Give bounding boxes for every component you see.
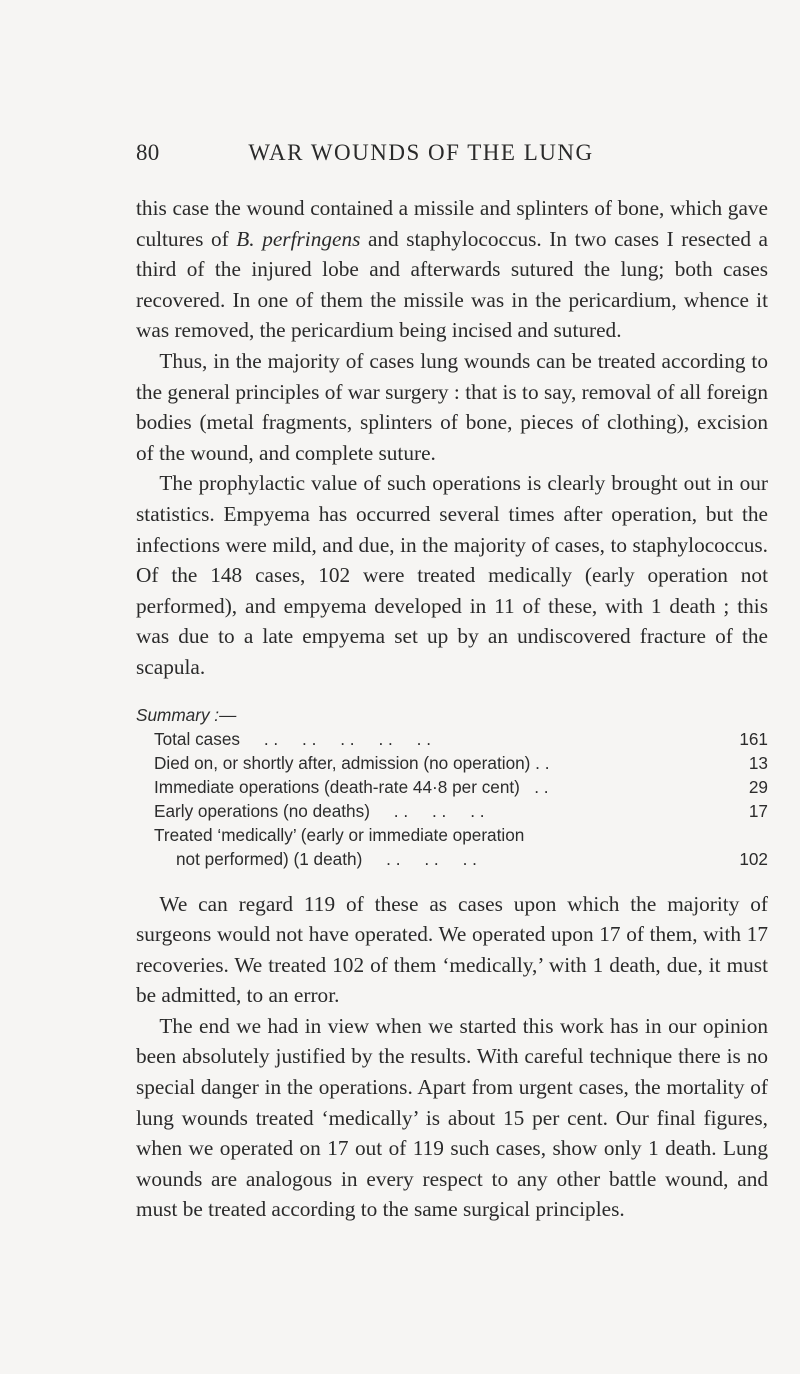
paragraph-5: The end we had in view when we started this work has in our opinion been absolutely justified by the results. With careful technique there is no special danger in the operations. Apart from urgent cases, the mortality of lung wounds treated ‘medically’ is about 15 per cent. Our final figures, when we operated on 17 out of 119 such cases, show only 1 death. Lung wounds are analogous in every respect to any other battle wound, and must be treated according to the same surgical principles.: [136, 1013, 768, 1222]
summary-row: Treated ‘medically’ (early or immediate operation: [154, 824, 525, 845]
italic-organism-name: B. perfringens: [236, 226, 361, 251]
running-head: WAR WOUNDS OF THE LUNG: [248, 140, 594, 165]
paragraph-4: We can regard 119 of these as cases upon which the majority of surgeons would not have operated. We operated upon 17 of them, with 17 recoveries. We treated 102 of them ‘medically,’ with 1 death, due, it must be admitted, to an error.: [136, 891, 768, 1008]
page-header: [136, 140, 706, 170]
paragraph-3: The prophylactic value of such operations is clearly brought out in our statistics. Empyema has occurred several times after operation, but the infections were mild, and due, in the majority of cases, to staphylococcus. Of the 148 cases, 102 were treated medically (early operation not performed), and empyema developed in 11 of these, with 1 death ; this was due to a late empyema set up by an undiscovered fracture of the scapula.: [136, 471, 768, 679]
paragraph-2: Thus, in the majority of cases lung wounds can be treated according to the general principles of war surgery : that is to say, removal of all foreign bodies (metal fragments, splinters of bone, pieces of clothing), excision of the wound, and complete suture.: [136, 348, 768, 465]
summary-row: not performed) (1 death) . . . . . . 102: [176, 848, 768, 869]
paragraph-1: this case the wound contained a missile and splinters of bone, which gave cultures of B. perfringens and staphylococcus. In two cases I resected a third of the injured lobe and afterwards sutured the lung; both cases recovered. In one of them the missile was in the pericardium, whence it was removed, the pericardium being incised and sutured.: [136, 196, 768, 343]
summary-row: Died on, or shortly after, admission (no operation) . . 13: [154, 752, 768, 773]
summary-heading: Summary :—: [136, 704, 237, 725]
summary-row: Early operations (no deaths) . . . . . . 17: [154, 800, 768, 821]
page-number: 80: [136, 140, 160, 165]
summary-row: Immediate operations (death-rate 44·8 per cent) . . 29: [154, 776, 768, 797]
page-body: [136, 193, 768, 1225]
summary-table: [136, 703, 768, 871]
summary-row: Total cases . . . . . . . . . . 161: [154, 728, 768, 749]
